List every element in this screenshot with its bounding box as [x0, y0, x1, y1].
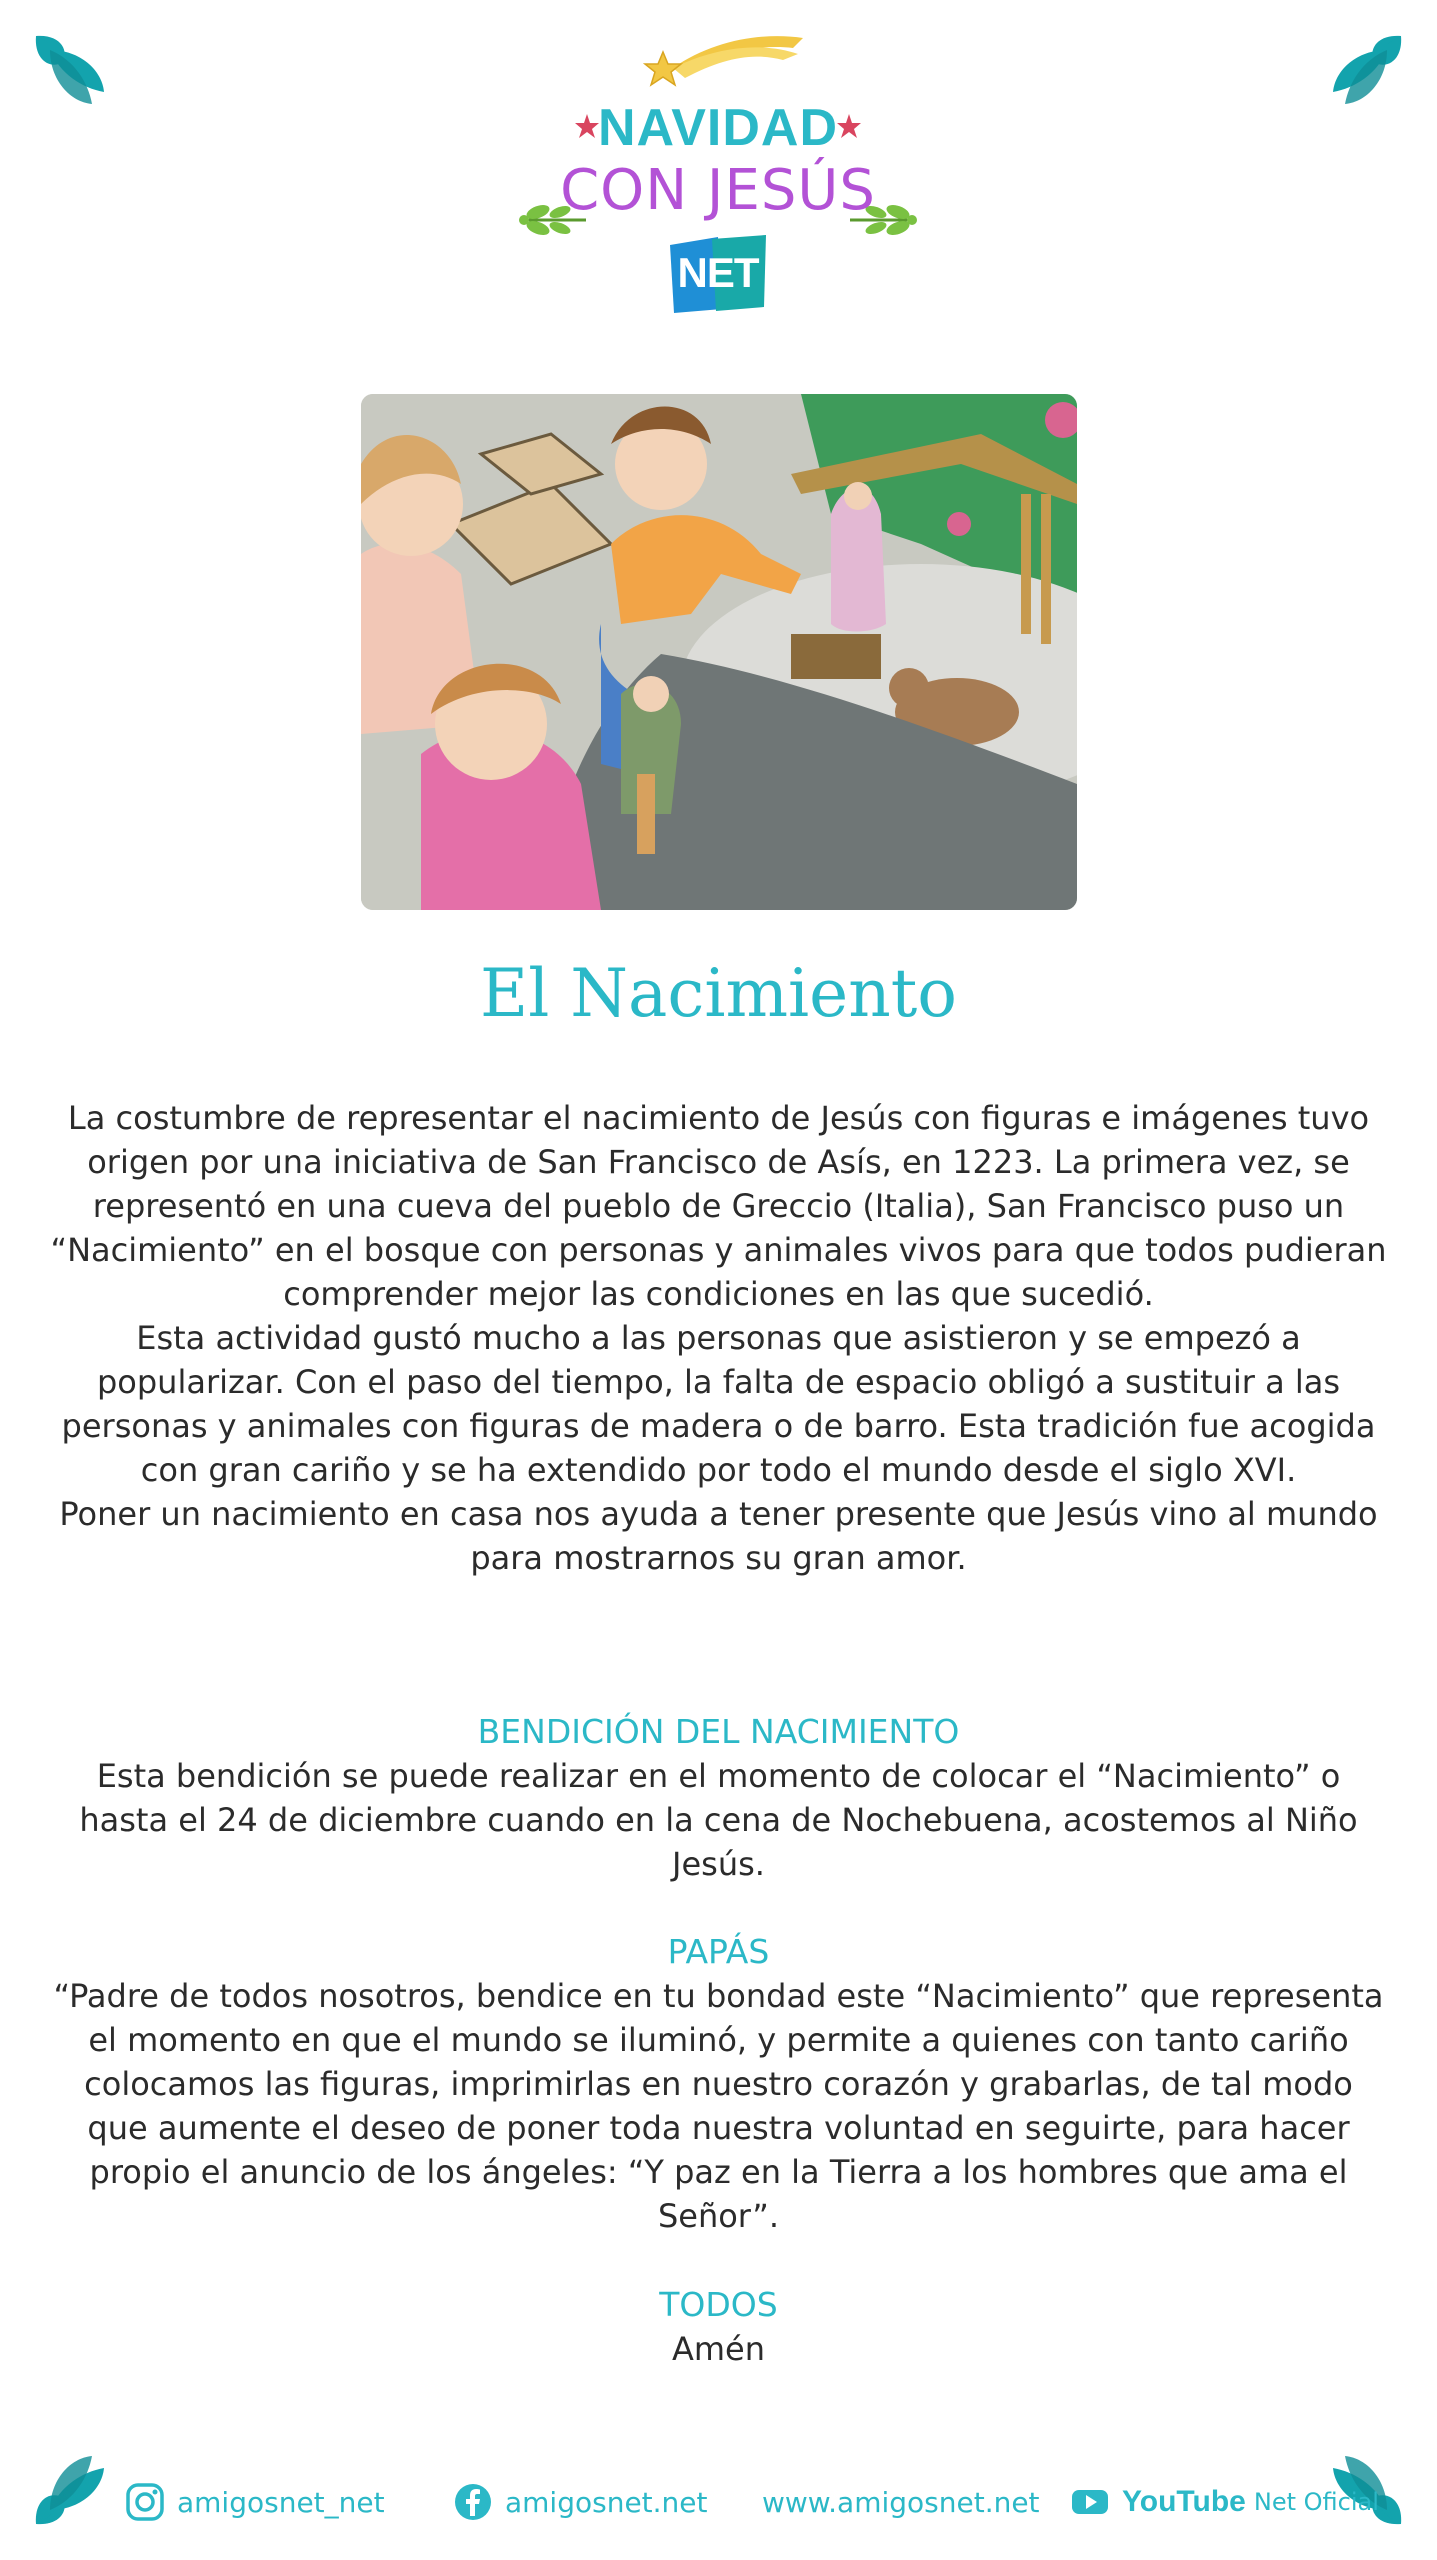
- logo: [518, 30, 918, 330]
- youtube-channel: Net Oficial: [1253, 2488, 1379, 2516]
- facebook-icon: [453, 2482, 493, 2522]
- youtube-link[interactable]: [1070, 2477, 1379, 2527]
- website-url: www.amigosnet.net: [762, 2485, 1040, 2519]
- leaf-corner-icon: [1327, 30, 1407, 110]
- intro-paragraph: La costumbre de representar el nacimiento de Jesús con figuras e imágenes tuvo origen por una iniciativa de San Francisco de Asís, en 1223. La primera vez, se representó en una cueva del pueblo de Greccio (Italia), San Francisco puso un “Nacimiento” en el bosque con personas y animales vivos para que todos pudieran comprender mejor las condiciones en las que sucedió.: [50, 1099, 1387, 1313]
- facebook-handle: amigosnet.net: [505, 2485, 708, 2519]
- blessing-paragraph: Esta bendición se puede realizar en el momento de colocar el “Nacimiento” o hasta el 24 de diciembre cuando en la cena de Nochebuena, acostemos al Niño Jesús.: [79, 1757, 1358, 1883]
- instagram-icon: [125, 2482, 165, 2522]
- intro-paragraph: Poner un nacimiento en casa nos ayuda a tener presente que Jesús vino al mundo para mostrarnos su gran amor.: [59, 1495, 1378, 1577]
- parents-text: [50, 1974, 1387, 2238]
- parents-title: PAPÁS: [667, 1932, 770, 1971]
- shooting-star-icon: [633, 30, 813, 90]
- all-paragraph: Amén: [671, 2330, 766, 2368]
- blessing-text: [50, 1754, 1387, 1886]
- blessing-title: BENDICIÓN DEL NACIMIENTO: [477, 1712, 960, 1751]
- nativity-illustration: [361, 394, 1077, 910]
- logo-title-line2: CON JESÚS: [560, 158, 876, 223]
- footer: [0, 2477, 1437, 2527]
- intro-paragraph: Esta actividad gustó mucho a las personas que asistieron y se empezó a popularizar. Con el paso del tiempo, la falta de espacio obligó a sustituir a las personas y animales con figuras de madera o de barro. Esta tradición fue acogida con gran cariño y se ha extendido por todo el mundo desde el siglo XVI.: [61, 1319, 1376, 1489]
- net-badge: NET: [666, 235, 770, 315]
- facebook-link[interactable]: [453, 2477, 708, 2527]
- logo-title-line1: NAVIDAD: [597, 99, 839, 157]
- youtube-icon: [1070, 2482, 1110, 2522]
- instagram-handle: amigosnet_net: [177, 2485, 385, 2519]
- leaf-corner-icon: [30, 30, 110, 110]
- page-title: El Nacimiento: [480, 955, 957, 1032]
- all-text: [50, 2327, 1387, 2371]
- intro-text: [50, 1096, 1387, 1580]
- all-title: TODOS: [659, 2285, 778, 2324]
- instagram-link[interactable]: [125, 2477, 385, 2527]
- youtube-brand: YouTube: [1122, 2485, 1246, 2518]
- website-link[interactable]: [762, 2477, 1040, 2527]
- parents-paragraph: “Padre de todos nosotros, bendice en tu bondad este “Nacimiento” que representa el momento en que el mundo se iluminó, y permite a quienes con tanto cariño colocamos las figuras, imprimirlas en nuestro corazón y grabarlas, de tal modo que aumente el deseo de poner toda nuestra voluntad en seguirte, para hacer propio el anuncio de los ángeles: “Y paz en la Tierra a los hombres que ama el Señor”.: [53, 1977, 1384, 2235]
